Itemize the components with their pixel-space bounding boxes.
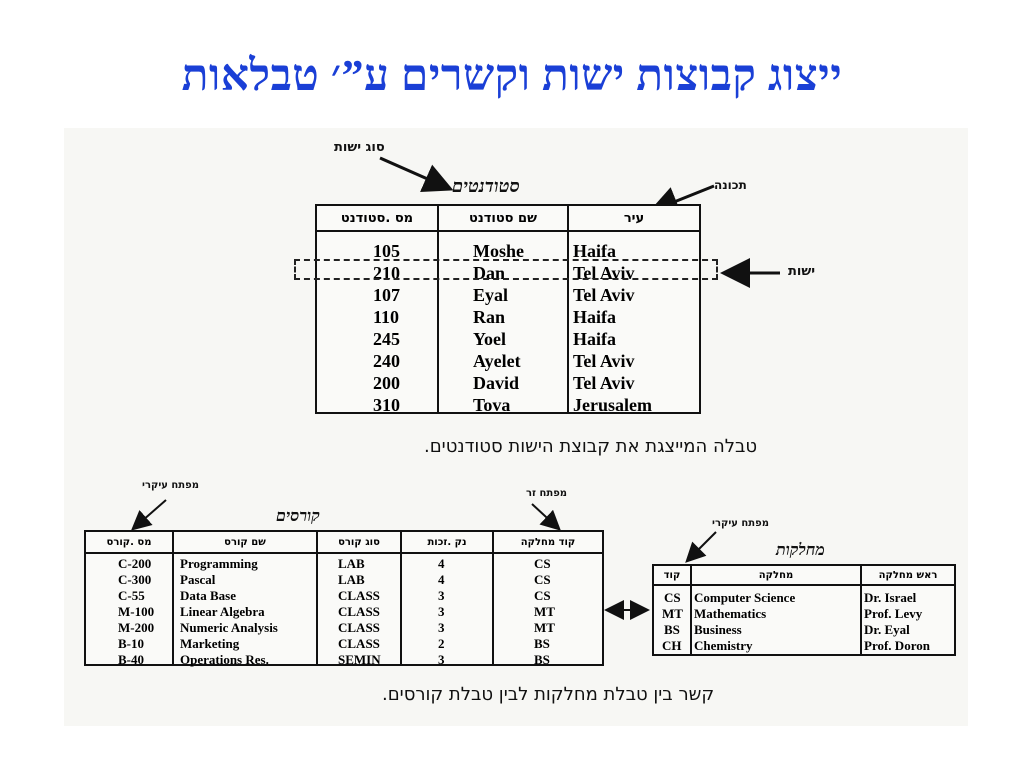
table-row: 240 Ayelet Tel Aviv xyxy=(373,351,635,371)
students-caption: טבלה המייצגת את קבוצת הישות סטודנטים. xyxy=(424,436,758,457)
table-row: CH Chemistry Prof. Doron xyxy=(662,638,930,653)
attribute-annotation: תכונה xyxy=(714,178,747,192)
courses-col-id: מס .קורס xyxy=(106,537,152,548)
table-row: B-40 Operations Res. SEMIN 3 BS xyxy=(118,652,550,667)
scanned-figure xyxy=(64,128,968,726)
departments-table xyxy=(652,564,956,656)
table-row: BS Business Dr. Eyal xyxy=(664,622,910,637)
table-row: M-200 Numeric Analysis CLASS 3 MT xyxy=(118,620,555,635)
table-row: 107 Eyal Tel Aviv xyxy=(373,285,635,305)
course-primary-key-annotation: מפתח עיקרי xyxy=(142,480,199,491)
entity-type-arrow xyxy=(380,158,448,188)
table-row: 210 Dan Tel Aviv xyxy=(373,263,635,283)
entity-type-annotation: סוג ישות xyxy=(334,140,385,155)
foreign-key-arrow xyxy=(532,504,558,528)
dept-primary-key-arrow xyxy=(688,532,716,560)
students-col-name: שם סטודנט xyxy=(469,211,537,226)
table-row: 110 Ran Haifa xyxy=(373,307,616,327)
courses-col-name: שם קורס xyxy=(224,537,266,548)
table-row: 310 Tova Jerusalem xyxy=(373,395,652,415)
foreign-key-annotation: מפתח זר xyxy=(526,488,568,499)
courses-table xyxy=(84,530,604,666)
entity-annotation: ישות xyxy=(788,264,816,279)
table-row: C-300 Pascal LAB 4 CS xyxy=(118,572,551,587)
relationship-caption: קשר בין טבלת מחלקות לבין טבלת קורסים. xyxy=(382,684,715,705)
courses-table-name: קורסים xyxy=(276,506,320,525)
dept-primary-key-annotation: מפתח עיקרי xyxy=(712,518,769,529)
slide-title: ייצוג קבוצות ישות וקשרים ע”׳ טבלאות xyxy=(181,51,843,100)
course-primary-key-arrow xyxy=(134,500,166,528)
table-row: 200 David Tel Aviv xyxy=(373,373,635,393)
students-table xyxy=(315,204,701,414)
table-row: 105 Moshe Haifa xyxy=(373,241,616,261)
students-col-id: מס .סטודנט xyxy=(340,211,414,226)
departments-col-name: מחלקה xyxy=(758,570,794,581)
students-table-name: סטודנטים xyxy=(452,176,520,197)
students-col-city: עיר xyxy=(623,211,645,226)
table-row: C-200 Programming LAB 4 CS xyxy=(118,556,551,571)
courses-col-credits: נק .זכות xyxy=(427,537,467,548)
table-row: MT Mathematics Prof. Levy xyxy=(662,606,923,621)
departments-table-header xyxy=(654,566,954,586)
departments-col-code: קוד xyxy=(663,570,681,581)
departments-table-name: מחלקות xyxy=(776,540,825,559)
table-row: 245 Yoel Haifa xyxy=(373,329,616,349)
table-row: C-55 Data Base CLASS 3 CS xyxy=(118,588,551,603)
students-table-header xyxy=(317,206,699,232)
departments-col-head: ראש מחלקה xyxy=(878,570,938,581)
table-row: B-10 Marketing CLASS 2 BS xyxy=(118,636,550,651)
table-row: M-100 Linear Algebra CLASS 3 MT xyxy=(118,604,555,619)
courses-table-header xyxy=(86,532,602,554)
courses-col-dept: קוד מחלקה xyxy=(520,537,576,548)
entity-highlight-box xyxy=(294,259,718,280)
courses-col-type: סוג קורס xyxy=(338,537,380,548)
table-row: CS Computer Science Dr. Israel xyxy=(664,590,917,605)
